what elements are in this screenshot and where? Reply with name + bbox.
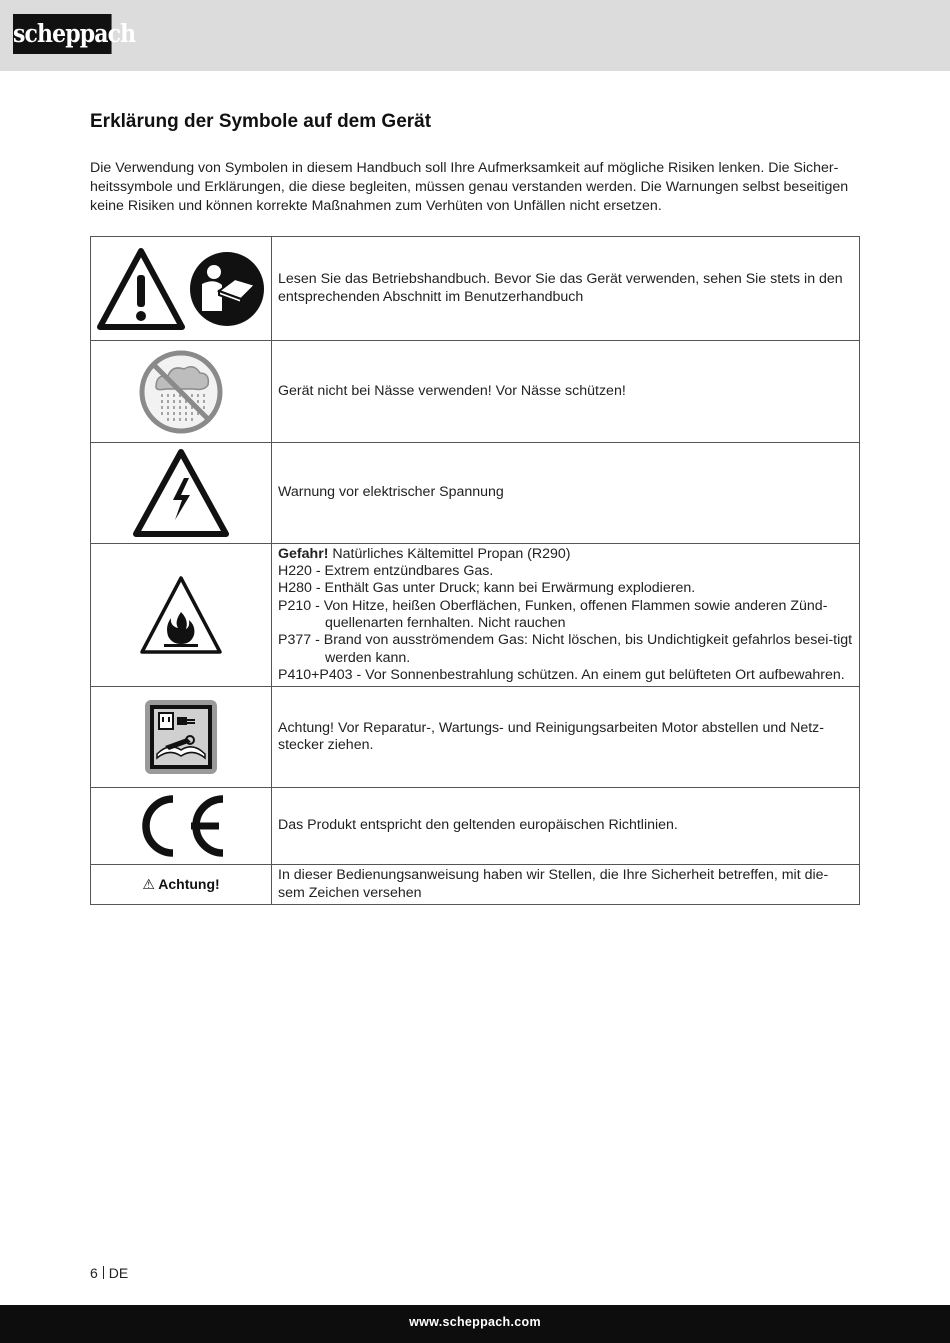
symbol-description: Achtung! Vor Reparatur-, Wartungs- und Reinigungsarbeiten Motor abstellen und Netz-stecker ziehen.: [272, 687, 860, 788]
warning-sign-icon: ⚠: [142, 875, 155, 892]
danger-line: Gefahr! Natürliches Kältemittel Propan (R290): [278, 545, 571, 562]
no-rain-icon: [138, 349, 224, 435]
table-row: [91, 865, 860, 905]
table-row: [91, 341, 860, 443]
page-title: Erklärung der Symbole auf dem Gerät: [90, 111, 432, 132]
brand-logo: scheppach: [13, 14, 112, 54]
symbol-cell: [91, 443, 272, 544]
symbol-cell: [91, 237, 272, 341]
table-row: [91, 788, 860, 865]
symbol-cell: [91, 788, 272, 865]
table-row: [91, 443, 860, 544]
flammable-warning-icon: [138, 574, 224, 656]
ce-mark-icon: [135, 793, 227, 859]
page-number: 6 DE: [90, 1265, 129, 1281]
table-row: [91, 687, 860, 788]
electric-voltage-warning-icon: [132, 448, 230, 538]
symbol-cell: [91, 341, 272, 443]
symbol-description: Lesen Sie das Betriebshandbuch. Bevor Sie das Gerät verwenden, sehen Sie stets in den entsprechenden Abschnitt im Benutzerhandbuch: [272, 237, 860, 341]
precaution-statement: P410+P403 - Vor Sonnenbestrahlung schützen. An einem gut belüfteten Ort aufbewahren.: [278, 666, 845, 683]
symbol-cell: [91, 687, 272, 788]
header-bar: [0, 0, 950, 71]
symbol-description: Gerät nicht bei Nässe verwenden! Vor Nässe schützen!: [272, 341, 860, 443]
symbol-description: Warnung vor elektrischer Spannung: [272, 443, 860, 544]
symbol-description: [272, 544, 860, 687]
achtung-label: ⚠ Achtung!: [142, 875, 220, 892]
precaution-statement: P377 - Brand von ausströmendem Gas: Nicht löschen, bis Undichtigkeit gefahrlos besei-tigt werden kann.: [278, 632, 853, 666]
symbol-description: In dieser Bedienungsanweisung haben wir Stellen, die Ihre Sicherheit betreffen, mit die-sem Zeichen versehen: [272, 865, 860, 905]
table-row: [91, 237, 860, 341]
footer-bar: [0, 1305, 950, 1343]
symbols-table: [90, 236, 860, 905]
hazard-statement: H220 - Extrem entzündbares Gas.: [278, 563, 494, 580]
unplug-before-maintenance-icon: [143, 698, 219, 776]
table-row: [91, 544, 860, 687]
symbol-description: Das Produkt entspricht den geltenden europäischen Richtlinien.: [272, 788, 860, 865]
symbol-cell: [91, 865, 272, 905]
intro-paragraph: Die Verwendung von Symbolen in diesem Handbuch soll Ihre Aufmerksamkeit auf mögliche Risiken lenken. Die Sicher-heitssymbole und Erklärungen, die diese begleiten, müssen genau verstanden werden. Die Warnungen selbst beseitigen keine Risiken und können korrekte Maßnahmen zum Verhüten von Unfällen nicht ersetzen.: [90, 160, 849, 214]
read-manual-icon: [189, 251, 265, 327]
website-link[interactable]: www.scheppach.com: [409, 1315, 541, 1329]
symbol-cell: [91, 544, 272, 687]
warning-triangle-icon: [97, 247, 185, 331]
precaution-statement: P210 - Von Hitze, heißen Oberflächen, Funken, offenen Flammen sowie anderen Zünd-quellenarten fernhalten. Nicht rauchen: [278, 597, 828, 631]
hazard-statement: H280 - Enthält Gas unter Druck; kann bei Erwärmung explodieren.: [278, 580, 696, 597]
